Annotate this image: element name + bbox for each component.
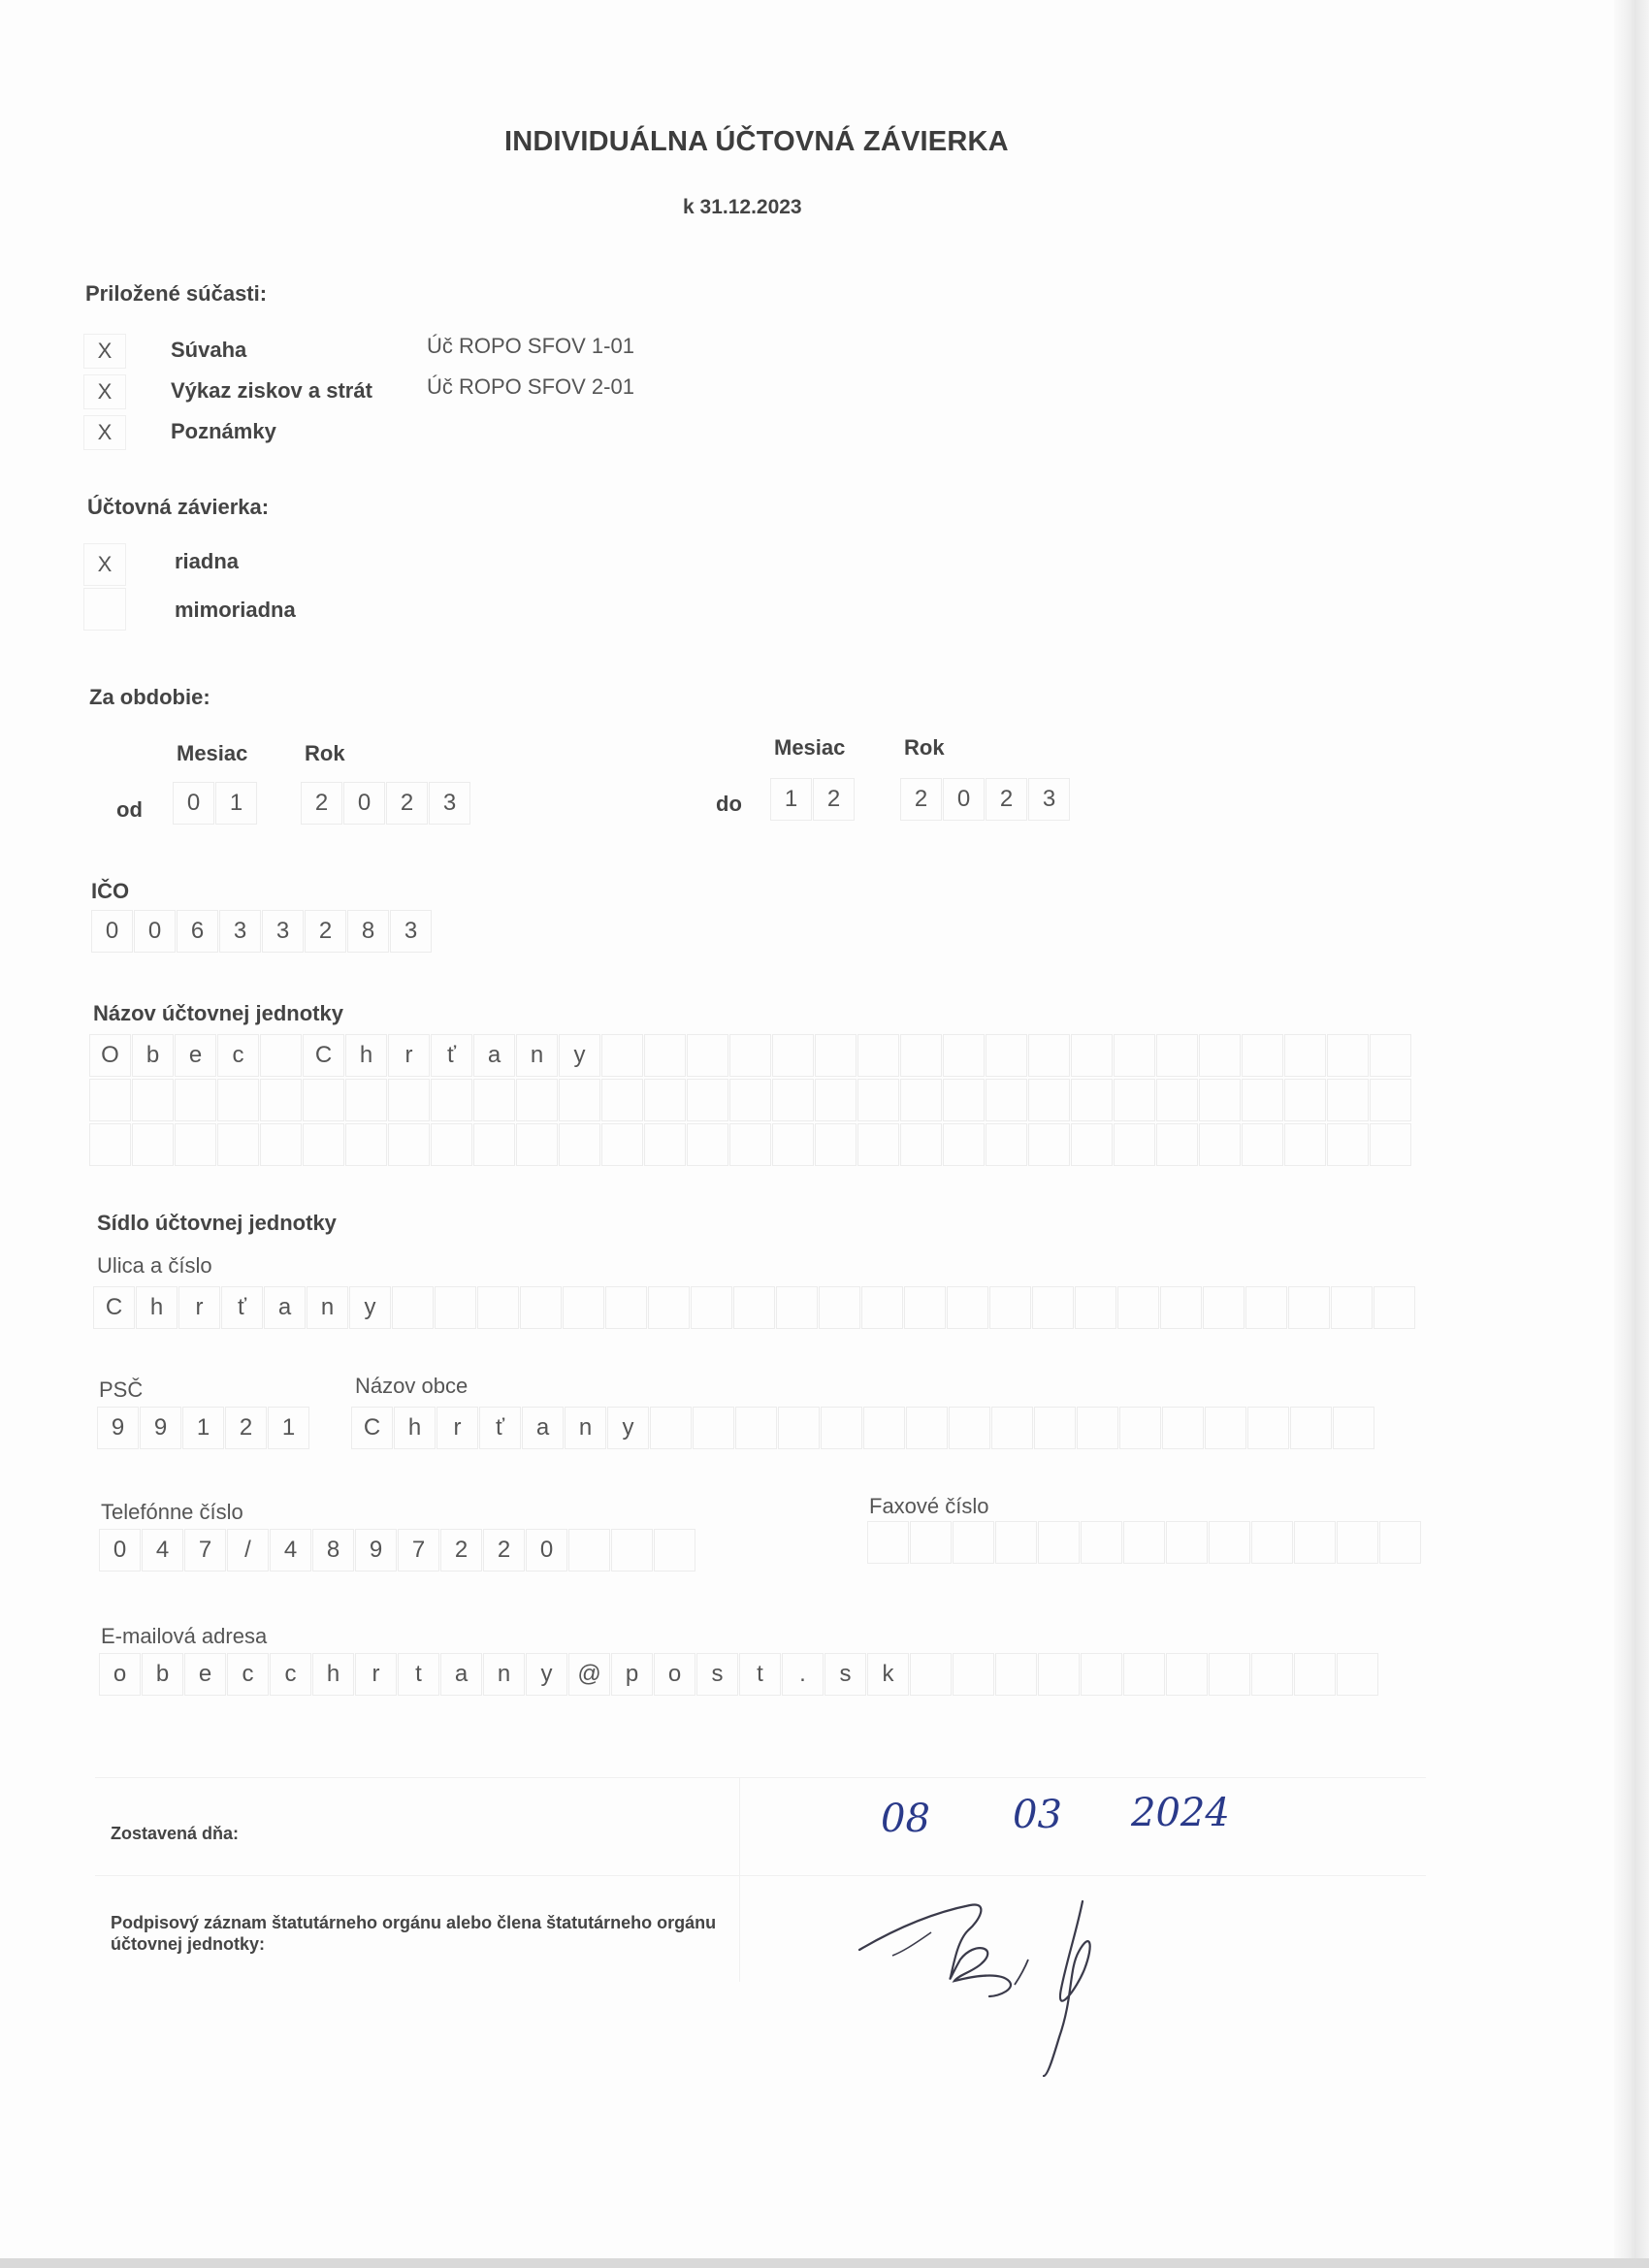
char-cell: n xyxy=(565,1407,606,1449)
char-cell xyxy=(733,1286,775,1329)
char-cell xyxy=(1199,1079,1241,1121)
closing-option-label: riadna xyxy=(175,549,240,573)
digit-cell: 2 xyxy=(225,1407,267,1449)
char-cell xyxy=(520,1286,562,1329)
digit-cell xyxy=(910,1521,952,1564)
document-date: k 31.12.2023 xyxy=(683,196,802,218)
char-cell xyxy=(1294,1653,1336,1696)
char-cell xyxy=(1327,1034,1369,1077)
digit-cell xyxy=(654,1529,695,1571)
char-cell: h xyxy=(345,1034,387,1077)
char-cell: s xyxy=(696,1653,738,1696)
char-cell: t xyxy=(398,1653,439,1696)
char-cell: C xyxy=(303,1034,344,1077)
char-cell xyxy=(477,1286,519,1329)
char-cell xyxy=(1288,1286,1330,1329)
char-cell xyxy=(303,1079,344,1121)
char-cell xyxy=(735,1407,777,1449)
char-cell xyxy=(1370,1034,1411,1077)
digit-cell: 2 xyxy=(301,782,342,825)
char-cell xyxy=(1205,1407,1246,1449)
digit-cell: 2 xyxy=(305,910,346,953)
char-cell xyxy=(648,1286,690,1329)
char-cell: p xyxy=(611,1653,653,1696)
char-cell xyxy=(1290,1407,1332,1449)
char-cell xyxy=(601,1034,643,1077)
digit-cell: 7 xyxy=(398,1529,439,1571)
scan-right-edge xyxy=(1614,0,1649,2268)
digit-cell: 3 xyxy=(219,910,261,953)
town-cells[interactable] xyxy=(351,1407,1375,1449)
char-cell xyxy=(1071,1123,1113,1166)
attachment-checkbox[interactable]: X xyxy=(83,374,126,409)
psc-cells[interactable] xyxy=(97,1407,310,1449)
digit-cell: 4 xyxy=(270,1529,311,1571)
char-cell xyxy=(772,1123,814,1166)
char-cell xyxy=(819,1286,860,1329)
street-label: Ulica a číslo xyxy=(97,1253,212,1278)
char-cell xyxy=(1077,1407,1118,1449)
town-label: Názov obce xyxy=(355,1374,469,1398)
char-cell xyxy=(815,1123,857,1166)
char-cell: o xyxy=(99,1653,141,1696)
char-cell xyxy=(1199,1034,1241,1077)
char-cell xyxy=(1327,1123,1369,1166)
char-cell: ť xyxy=(431,1034,472,1077)
char-cell xyxy=(473,1123,515,1166)
attachment-code: Úč ROPO SFOV 1-01 xyxy=(427,334,634,358)
char-cell xyxy=(175,1079,216,1121)
char-cell xyxy=(1166,1653,1208,1696)
char-cell xyxy=(1117,1286,1159,1329)
ico-cells[interactable] xyxy=(91,910,433,953)
digit-cell: 1 xyxy=(770,778,812,821)
char-cell: a xyxy=(264,1286,306,1329)
char-cell xyxy=(687,1079,728,1121)
closing-option-regular xyxy=(83,543,126,586)
char-cell xyxy=(89,1123,131,1166)
digit-cell: 2 xyxy=(386,782,428,825)
digit-cell: 1 xyxy=(215,782,257,825)
digit-cell: 0 xyxy=(943,778,985,821)
attachment-code: Úč ROPO SFOV 2-01 xyxy=(427,374,634,399)
char-cell xyxy=(601,1123,643,1166)
digit-cell: 3 xyxy=(1028,778,1070,821)
char-cell: r xyxy=(388,1034,430,1077)
char-cell xyxy=(1114,1123,1155,1166)
char-cell: b xyxy=(142,1653,183,1696)
char-cell xyxy=(1337,1653,1378,1696)
digit-cell xyxy=(1123,1521,1165,1564)
char-cell xyxy=(900,1123,942,1166)
compiled-month: 03 xyxy=(1013,1793,1062,1837)
digit-cell xyxy=(867,1521,909,1564)
char-cell xyxy=(1242,1079,1283,1121)
char-cell xyxy=(644,1079,686,1121)
compiled-label: Zostavená dňa: xyxy=(111,1824,240,1843)
char-cell xyxy=(559,1123,600,1166)
closing-checkbox[interactable]: X xyxy=(83,543,126,586)
from-month-label: Mesiac xyxy=(177,741,248,765)
char-cell: n xyxy=(307,1286,348,1329)
char-cell xyxy=(863,1407,905,1449)
char-cell: e xyxy=(184,1653,226,1696)
street-cells[interactable] xyxy=(93,1286,1416,1329)
unit-name-row2[interactable] xyxy=(89,1079,1412,1121)
char-cell xyxy=(1162,1407,1204,1449)
digit-cell: 3 xyxy=(262,910,304,953)
from-label: od xyxy=(116,797,143,822)
char-cell xyxy=(345,1123,387,1166)
char-cell xyxy=(605,1286,647,1329)
char-cell xyxy=(431,1123,472,1166)
char-cell xyxy=(989,1286,1031,1329)
compiled-year: 2024 xyxy=(1131,1791,1230,1835)
char-cell xyxy=(943,1079,985,1121)
char-cell xyxy=(821,1407,862,1449)
char-cell xyxy=(949,1407,990,1449)
char-cell xyxy=(900,1034,942,1077)
char-cell xyxy=(1374,1286,1415,1329)
char-cell xyxy=(1242,1123,1283,1166)
char-cell xyxy=(986,1123,1027,1166)
to-month-cells[interactable] xyxy=(770,778,856,821)
char-cell xyxy=(1028,1123,1070,1166)
unit-name-label: Názov účtovnej jednotky xyxy=(93,1001,343,1025)
attachment-label: Výkaz ziskov a strát xyxy=(171,378,372,403)
from-year-cells[interactable] xyxy=(301,782,471,825)
char-cell xyxy=(693,1407,734,1449)
char-cell: r xyxy=(355,1653,397,1696)
char-cell xyxy=(516,1123,558,1166)
char-cell: a xyxy=(522,1407,564,1449)
char-cell xyxy=(1370,1123,1411,1166)
digit-cell: 2 xyxy=(440,1529,482,1571)
table-divider xyxy=(739,1778,740,1982)
closing-type-heading: Účtovná závierka: xyxy=(87,495,270,519)
char-cell xyxy=(778,1407,820,1449)
closing-option-label: mimoriadna xyxy=(175,598,296,622)
digit-cell xyxy=(995,1521,1037,1564)
char-cell xyxy=(260,1034,302,1077)
digit-cell: 2 xyxy=(986,778,1027,821)
char-cell xyxy=(906,1407,948,1449)
digit-cell xyxy=(1038,1521,1080,1564)
digit-cell: 8 xyxy=(347,910,389,953)
char-cell xyxy=(772,1079,814,1121)
char-cell xyxy=(1119,1407,1161,1449)
char-cell: t xyxy=(739,1653,781,1696)
char-cell xyxy=(1209,1653,1250,1696)
char-cell: r xyxy=(436,1407,478,1449)
to-month-label: Mesiac xyxy=(774,735,846,760)
char-cell xyxy=(175,1123,216,1166)
char-cell xyxy=(904,1286,946,1329)
digit-cell xyxy=(1081,1521,1122,1564)
digit-cell: 9 xyxy=(355,1529,397,1571)
char-cell xyxy=(1156,1034,1198,1077)
char-cell: . xyxy=(782,1653,824,1696)
char-cell: a xyxy=(473,1034,515,1077)
digit-cell xyxy=(1166,1521,1208,1564)
char-cell: b xyxy=(132,1034,174,1077)
char-cell xyxy=(132,1123,174,1166)
digit-cell xyxy=(611,1529,653,1571)
char-cell xyxy=(910,1653,952,1696)
attachment-row-2 xyxy=(83,415,126,450)
phone-cells[interactable] xyxy=(99,1529,696,1571)
to-label: do xyxy=(716,792,742,816)
seat-heading: Sídlo účtovnej jednotky xyxy=(97,1211,337,1235)
char-cell: a xyxy=(440,1653,482,1696)
ico-label: IČO xyxy=(91,879,130,903)
char-cell xyxy=(1038,1653,1080,1696)
char-cell xyxy=(729,1123,771,1166)
to-year-label: Rok xyxy=(904,735,945,760)
char-cell: n xyxy=(516,1034,558,1077)
closing-checkbox[interactable] xyxy=(83,588,126,631)
char-cell xyxy=(1203,1286,1245,1329)
char-cell: e xyxy=(175,1034,216,1077)
char-cell: c xyxy=(270,1653,311,1696)
sign-label-line2: účtovnej jednotky: xyxy=(111,1934,266,1954)
char-cell: h xyxy=(394,1407,436,1449)
char-cell xyxy=(995,1653,1037,1696)
char-cell xyxy=(1251,1653,1293,1696)
unit-name-row3[interactable] xyxy=(89,1123,1412,1166)
char-cell xyxy=(601,1079,643,1121)
char-cell: c xyxy=(227,1653,269,1696)
char-cell: k xyxy=(867,1653,909,1696)
char-cell xyxy=(1370,1079,1411,1121)
char-cell xyxy=(857,1034,899,1077)
char-cell xyxy=(776,1286,818,1329)
char-cell xyxy=(1114,1079,1155,1121)
from-year-label: Rok xyxy=(305,741,345,765)
to-year-cells[interactable] xyxy=(900,778,1071,821)
char-cell xyxy=(986,1079,1027,1121)
fax-cells[interactable] xyxy=(867,1521,1422,1564)
char-cell xyxy=(217,1079,259,1121)
char-cell: h xyxy=(312,1653,354,1696)
char-cell xyxy=(303,1123,344,1166)
char-cell xyxy=(687,1034,728,1077)
char-cell xyxy=(1245,1286,1287,1329)
char-cell xyxy=(943,1123,985,1166)
digit-cell: / xyxy=(227,1529,269,1571)
email-cells[interactable] xyxy=(99,1653,1379,1696)
handwritten-signature xyxy=(854,1892,1183,2086)
digit-cell xyxy=(568,1529,610,1571)
compiled-day: 08 xyxy=(881,1797,930,1841)
char-cell: ť xyxy=(479,1407,521,1449)
char-cell xyxy=(1028,1079,1070,1121)
char-cell xyxy=(1071,1079,1113,1121)
unit-name-row1[interactable] xyxy=(89,1034,1412,1077)
digit-cell: 6 xyxy=(177,910,218,953)
digit-cell: 0 xyxy=(134,910,176,953)
char-cell xyxy=(943,1034,985,1077)
period-heading: Za obdobie: xyxy=(89,685,210,709)
char-cell xyxy=(861,1286,903,1329)
digit-cell: 2 xyxy=(483,1529,525,1571)
char-cell xyxy=(687,1123,728,1166)
digit-cell: 0 xyxy=(343,782,385,825)
char-cell xyxy=(435,1286,476,1329)
char-cell: C xyxy=(351,1407,393,1449)
char-cell xyxy=(953,1653,994,1696)
char-cell xyxy=(1199,1123,1241,1166)
digit-cell: 0 xyxy=(99,1529,141,1571)
char-cell: y xyxy=(559,1034,600,1077)
char-cell xyxy=(260,1123,302,1166)
char-cell xyxy=(89,1079,131,1121)
char-cell xyxy=(857,1123,899,1166)
char-cell xyxy=(1284,1079,1326,1121)
char-cell xyxy=(857,1079,899,1121)
char-cell xyxy=(516,1079,558,1121)
char-cell xyxy=(388,1079,430,1121)
char-cell xyxy=(691,1286,732,1329)
char-cell xyxy=(1123,1653,1165,1696)
char-cell xyxy=(1075,1286,1116,1329)
char-cell xyxy=(473,1079,515,1121)
char-cell xyxy=(1327,1079,1369,1121)
sign-label-line1: Podpisový záznam štatutárneho orgánu alebo člena štatutárneho orgánu xyxy=(111,1913,717,1932)
email-label: E-mailová adresa xyxy=(101,1624,268,1648)
char-cell xyxy=(729,1034,771,1077)
char-cell xyxy=(1284,1123,1326,1166)
char-cell xyxy=(991,1407,1033,1449)
char-cell: r xyxy=(178,1286,220,1329)
char-cell xyxy=(260,1079,302,1121)
char-cell xyxy=(947,1286,988,1329)
attachment-checkbox[interactable]: X xyxy=(83,415,126,450)
char-cell xyxy=(644,1123,686,1166)
attachment-row-0 xyxy=(83,334,126,369)
digit-cell: 9 xyxy=(140,1407,181,1449)
attachment-label: Súvaha xyxy=(171,338,247,362)
digit-cell xyxy=(1294,1521,1336,1564)
char-cell: s xyxy=(824,1653,866,1696)
char-cell xyxy=(650,1407,692,1449)
char-cell: @ xyxy=(568,1653,610,1696)
char-cell: h xyxy=(136,1286,178,1329)
digit-cell: 3 xyxy=(390,910,432,953)
char-cell xyxy=(772,1034,814,1077)
char-cell xyxy=(1156,1123,1198,1166)
char-cell xyxy=(132,1079,174,1121)
char-cell: y xyxy=(526,1653,567,1696)
digit-cell: 9 xyxy=(97,1407,139,1449)
char-cell xyxy=(1028,1034,1070,1077)
digit-cell: 7 xyxy=(184,1529,226,1571)
attachment-label: Poznámky xyxy=(171,419,276,443)
char-cell: y xyxy=(607,1407,649,1449)
char-cell: c xyxy=(217,1034,259,1077)
char-cell xyxy=(729,1079,771,1121)
digit-cell: 1 xyxy=(182,1407,224,1449)
char-cell: n xyxy=(483,1653,525,1696)
digit-cell xyxy=(1337,1521,1378,1564)
fax-label: Faxové číslo xyxy=(869,1494,989,1518)
psc-label: PSČ xyxy=(99,1377,144,1402)
char-cell xyxy=(563,1286,604,1329)
char-cell xyxy=(1034,1407,1076,1449)
char-cell xyxy=(559,1079,600,1121)
char-cell xyxy=(1333,1407,1374,1449)
char-cell xyxy=(815,1034,857,1077)
digit-cell xyxy=(1209,1521,1250,1564)
digit-cell: 2 xyxy=(900,778,942,821)
char-cell: O xyxy=(89,1034,131,1077)
char-cell xyxy=(1032,1286,1074,1329)
digit-cell xyxy=(1379,1521,1421,1564)
char-cell xyxy=(986,1034,1027,1077)
digit-cell: 0 xyxy=(526,1529,567,1571)
char-cell xyxy=(392,1286,434,1329)
char-cell: o xyxy=(654,1653,695,1696)
char-cell xyxy=(1081,1653,1122,1696)
document-title: INDIVIDUÁLNA ÚČTOVNÁ ZÁVIERKA xyxy=(504,126,1009,157)
char-cell xyxy=(1114,1034,1155,1077)
char-cell xyxy=(1331,1286,1373,1329)
char-cell xyxy=(431,1079,472,1121)
from-month-cells[interactable] xyxy=(173,782,258,825)
scan-bottom-edge xyxy=(0,2258,1649,2268)
digit-cell xyxy=(953,1521,994,1564)
char-cell: y xyxy=(349,1286,391,1329)
char-cell xyxy=(815,1079,857,1121)
attachments-heading: Priložené súčasti: xyxy=(85,281,268,306)
digit-cell: 4 xyxy=(142,1529,183,1571)
closing-option-extraordinary xyxy=(83,588,126,631)
digit-cell: 1 xyxy=(268,1407,309,1449)
digit-cell: 3 xyxy=(429,782,470,825)
char-cell xyxy=(388,1123,430,1166)
char-cell xyxy=(644,1034,686,1077)
char-cell: ť xyxy=(221,1286,263,1329)
char-cell: C xyxy=(93,1286,135,1329)
phone-label: Telefónne číslo xyxy=(101,1500,243,1524)
char-cell xyxy=(900,1079,942,1121)
char-cell xyxy=(1071,1034,1113,1077)
digit-cell: 0 xyxy=(173,782,214,825)
digit-cell: 8 xyxy=(312,1529,354,1571)
digit-cell xyxy=(1251,1521,1293,1564)
char-cell xyxy=(345,1079,387,1121)
char-cell xyxy=(1156,1079,1198,1121)
char-cell xyxy=(1160,1286,1202,1329)
char-cell xyxy=(1247,1407,1289,1449)
attachment-row-1 xyxy=(83,374,126,409)
digit-cell: 0 xyxy=(91,910,133,953)
char-cell xyxy=(217,1123,259,1166)
digit-cell: 2 xyxy=(813,778,855,821)
char-cell xyxy=(1284,1034,1326,1077)
attachment-checkbox[interactable]: X xyxy=(83,334,126,369)
char-cell xyxy=(1242,1034,1283,1077)
